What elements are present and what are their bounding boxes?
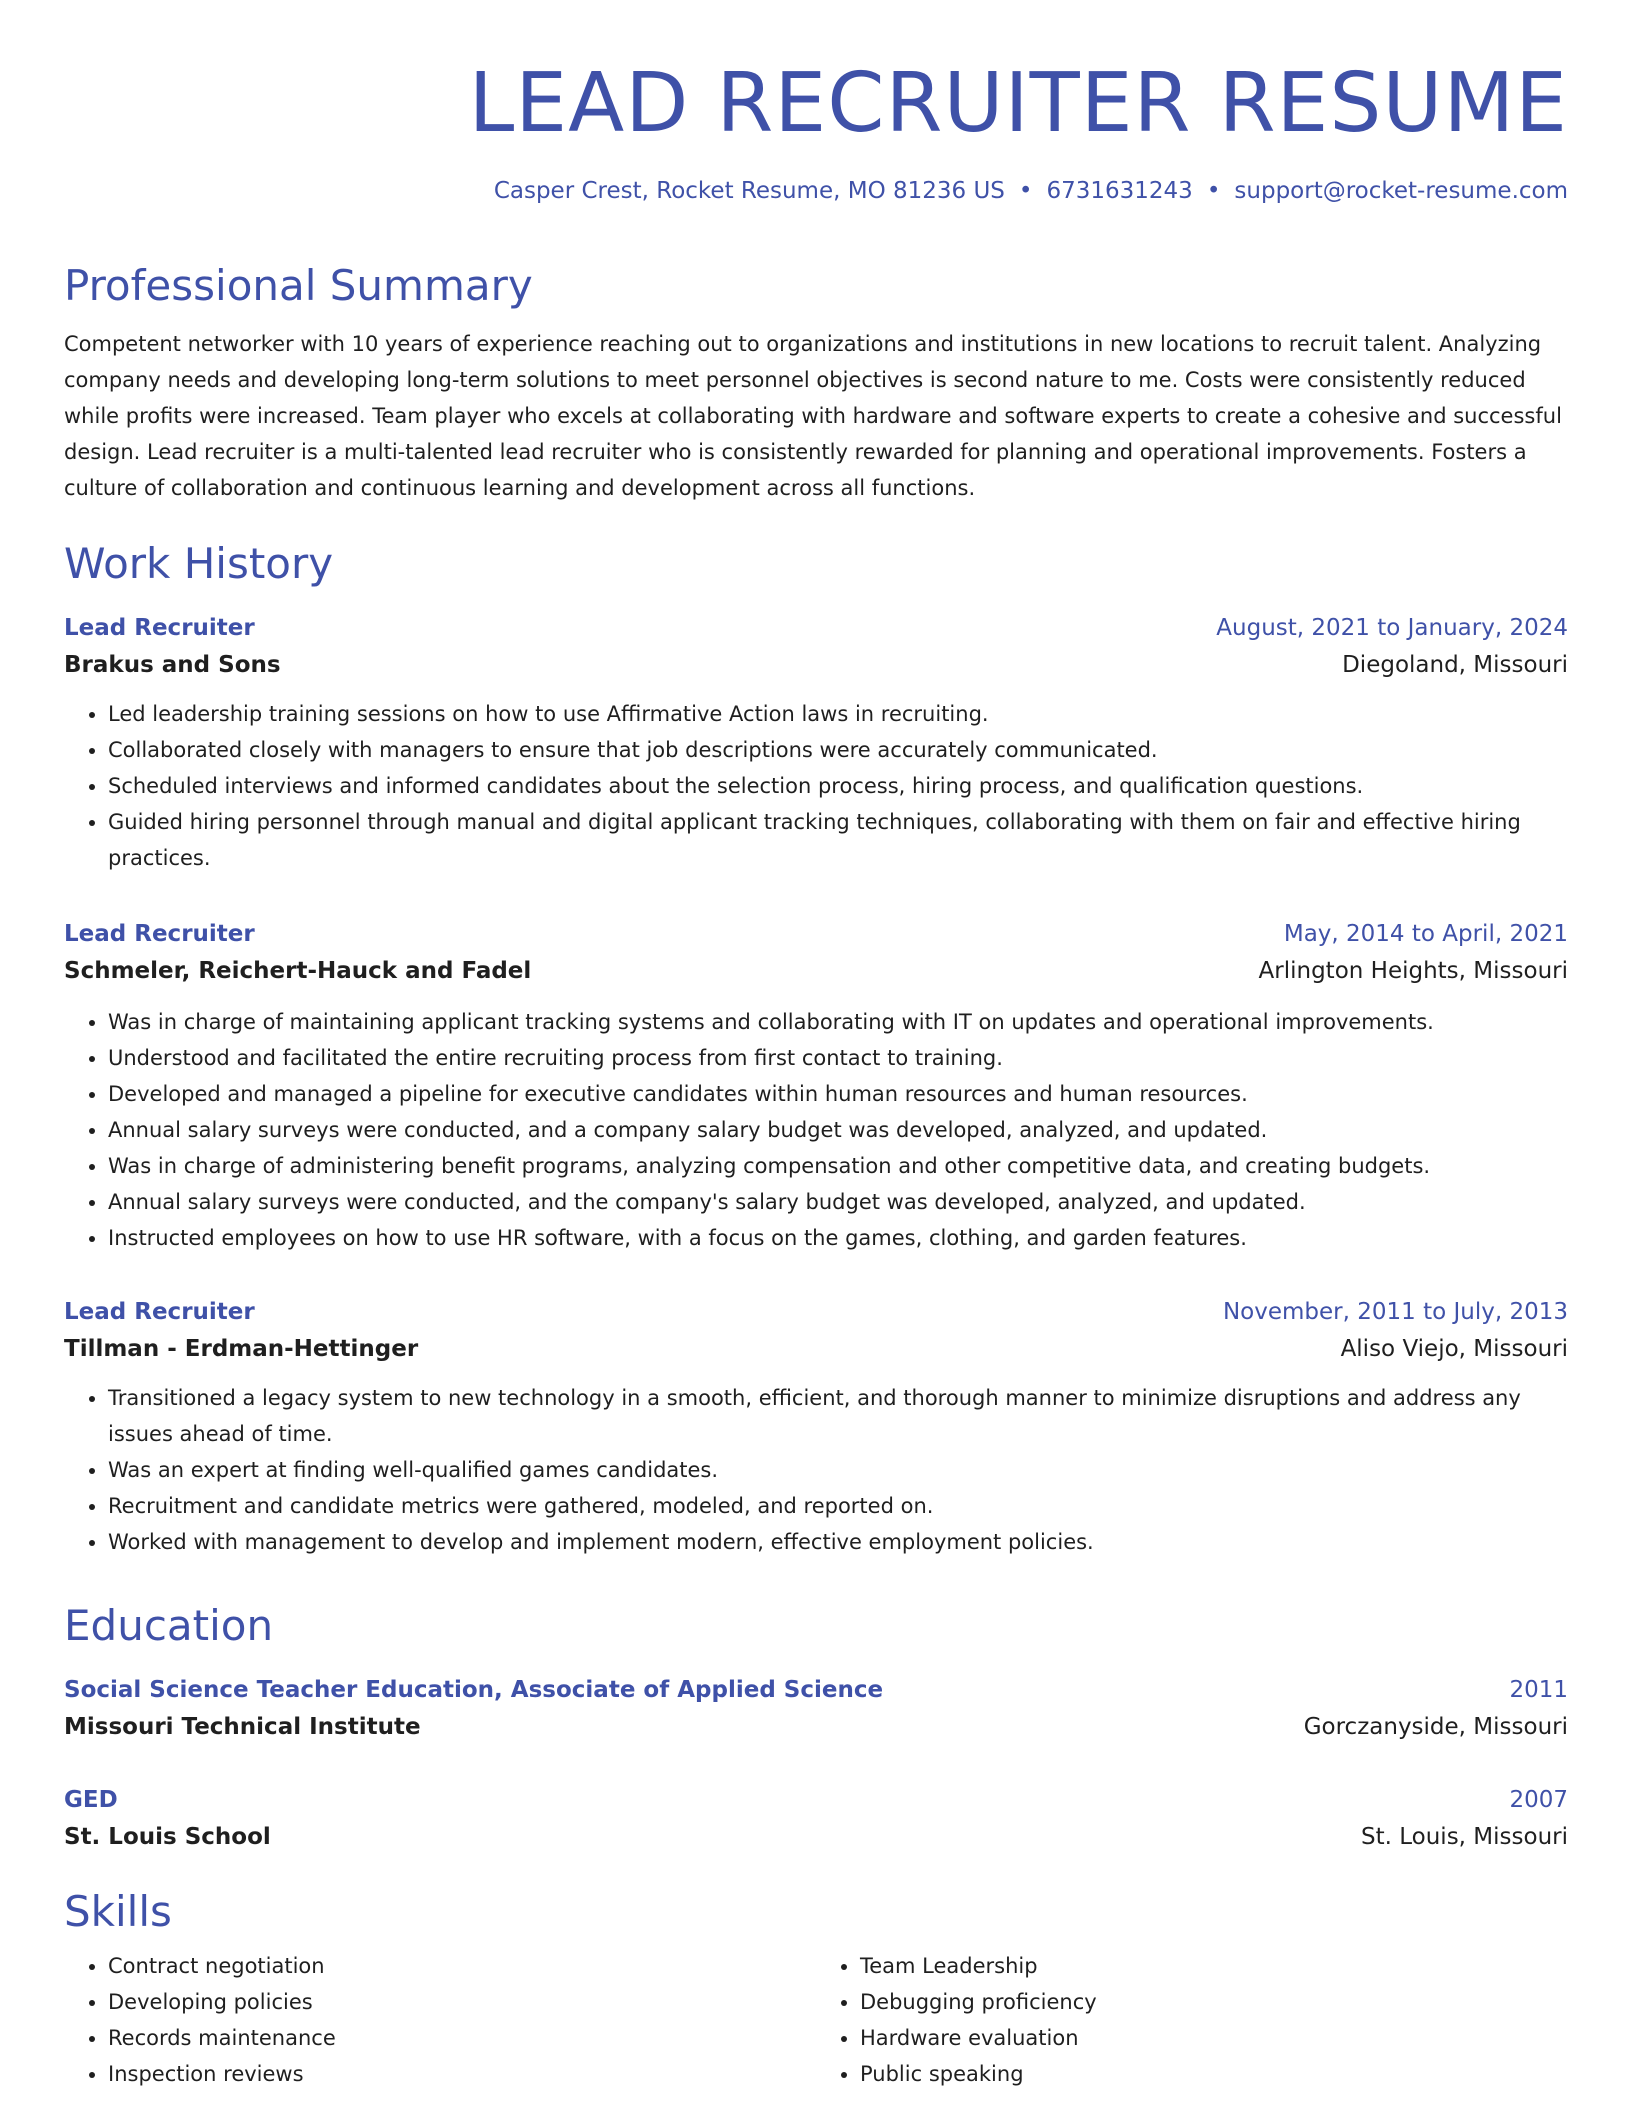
- education-school: Missouri Technical Institute: [64, 1714, 421, 1740]
- skills-columns: [64, 1948, 1568, 2092]
- list-item: • Developed and managed a pipeline for executive candidates within human resources and human resources.: [108, 1076, 1568, 1112]
- separator-dot: •: [1206, 178, 1221, 204]
- skills-section: [64, 1886, 1568, 2092]
- job-location: Arlington Heights, Missouri: [1258, 958, 1568, 984]
- list-item: • Instructed employees on how to use HR software, with a focus on the games, clothing, and garden features.: [108, 1220, 1568, 1256]
- contact-line: [494, 176, 1568, 206]
- job-entry: [64, 610, 1568, 876]
- job-bullets: [64, 1380, 1568, 1560]
- summary-heading: Professional Summary: [64, 261, 533, 310]
- education-location: St. Louis, Missouri: [1361, 1824, 1568, 1850]
- list-item: • Annual salary surveys were conducted, and the company's salary budget was developed, analyzed, and updated.: [108, 1184, 1568, 1220]
- education-year: 2011: [1509, 1677, 1568, 1703]
- list-item: • Scheduled interviews and informed candidates about the selection process, hiring process, and qualification questions.: [108, 768, 1568, 804]
- list-item: • Led leadership training sessions on how to use Affirmative Action laws in recruiting.: [108, 696, 1568, 732]
- job-location: Aliso Viejo, Missouri: [1340, 1336, 1568, 1362]
- skills-list-left: [64, 1948, 816, 2092]
- contact-email[interactable]: support@rocket-resume.com: [1234, 178, 1568, 204]
- education-degree: Social Science Teacher Education, Associate of Applied Science: [64, 1677, 884, 1703]
- resume-title: LEAD RECRUITER RESUME: [468, 56, 1568, 151]
- list-item: • Was in charge of maintaining applicant tracking systems and collaborating with IT on updates and operational improvements.: [108, 1004, 1568, 1040]
- education-heading: Education: [64, 1601, 274, 1650]
- list-item: • Team Leadership: [860, 1948, 1568, 1984]
- contact-phone: 6731631243: [1046, 178, 1193, 204]
- summary-text: Competent networker with 10 years of experience reaching out to organizations and institutions in new locations to recruit talent. Analyzing company needs and developing long-term solutions to meet personnel objectives is second nature to me. Costs were consistently reduced while profits were increased. Team player who excels at collaborating with hardware and software experts to create a cohesive and successful design. Lead recruiter is a multi-talented lead recruiter who is consistently rewarded for planning and operational improvements. Fosters a culture of collaboration and continuous learning and development across all functions.: [64, 332, 1562, 500]
- job-bullets: [64, 1004, 1568, 1256]
- job-dates: August, 2021 to January, 2024: [1216, 615, 1568, 641]
- list-item: • Contract negotiation: [108, 1948, 816, 1984]
- list-item: • Recruitment and candidate metrics were gathered, modeled, and reported on.: [108, 1488, 1568, 1524]
- list-item: • Annual salary surveys were conducted, and a company salary budget was developed, analyzed, and updated.: [108, 1112, 1568, 1148]
- list-item: • Was an expert at finding well-qualified games candidates.: [108, 1452, 1568, 1488]
- list-item: • Public speaking: [860, 2056, 1568, 2092]
- list-item: • Hardware evaluation: [860, 2020, 1568, 2056]
- education-school: St. Louis School: [64, 1824, 271, 1850]
- summary-section: [64, 260, 1568, 506]
- job-bullets: [64, 696, 1568, 876]
- skills-heading: Skills: [64, 1887, 172, 1936]
- education-entry: [64, 1672, 1568, 1746]
- job-employer: Brakus and Sons: [64, 652, 281, 678]
- job-employer: Tillman - Erdman-Hettinger: [64, 1336, 419, 1362]
- list-item: • Guided hiring personnel through manual and digital applicant tracking techniques, collaborating with them on fair and effective hiring practices.: [108, 804, 1568, 876]
- job-entry: [64, 916, 1568, 1256]
- job-entry: [64, 1294, 1568, 1560]
- work-history-heading: Work History: [64, 539, 334, 588]
- work-history-section: [64, 538, 1568, 590]
- list-item: • Inspection reviews: [108, 2056, 816, 2092]
- job-role: Lead Recruiter: [64, 615, 255, 641]
- list-item: • Developing policies: [108, 1984, 816, 2020]
- job-employer: Schmeler, Reichert-Hauck and Fadel: [64, 958, 532, 984]
- list-item: • Transitioned a legacy system to new technology in a smooth, efficient, and thorough manner to minimize disruptions and address any issues ahead of time.: [108, 1380, 1568, 1452]
- job-location: Diegoland, Missouri: [1342, 652, 1568, 678]
- list-item: • Records maintenance: [108, 2020, 816, 2056]
- job-role: Lead Recruiter: [64, 1299, 255, 1325]
- education-entry: [64, 1782, 1568, 1856]
- job-dates: May, 2014 to April, 2021: [1283, 921, 1568, 947]
- separator-dot: •: [1018, 178, 1033, 204]
- education-degree: GED: [64, 1787, 118, 1813]
- education-year: 2007: [1509, 1787, 1568, 1813]
- education-section: [64, 1600, 1568, 1652]
- skills-list-right: [816, 1948, 1568, 2092]
- education-location: Gorczanyside, Missouri: [1303, 1714, 1568, 1740]
- list-item: • Worked with management to develop and implement modern, effective employment policies.: [108, 1524, 1568, 1560]
- job-role: Lead Recruiter: [64, 921, 255, 947]
- job-dates: November, 2011 to July, 2013: [1222, 1299, 1568, 1325]
- list-item: • Understood and facilitated the entire recruiting process from first contact to training.: [108, 1040, 1568, 1076]
- contact-address: Casper Crest, Rocket Resume, MO 81236 US: [493, 178, 1005, 204]
- list-item: • Debugging proficiency: [860, 1984, 1568, 2020]
- list-item: • Collaborated closely with managers to ensure that job descriptions were accurately communicated.: [108, 732, 1568, 768]
- list-item: • Was in charge of administering benefit programs, analyzing compensation and other competitive data, and creating budgets.: [108, 1148, 1568, 1184]
